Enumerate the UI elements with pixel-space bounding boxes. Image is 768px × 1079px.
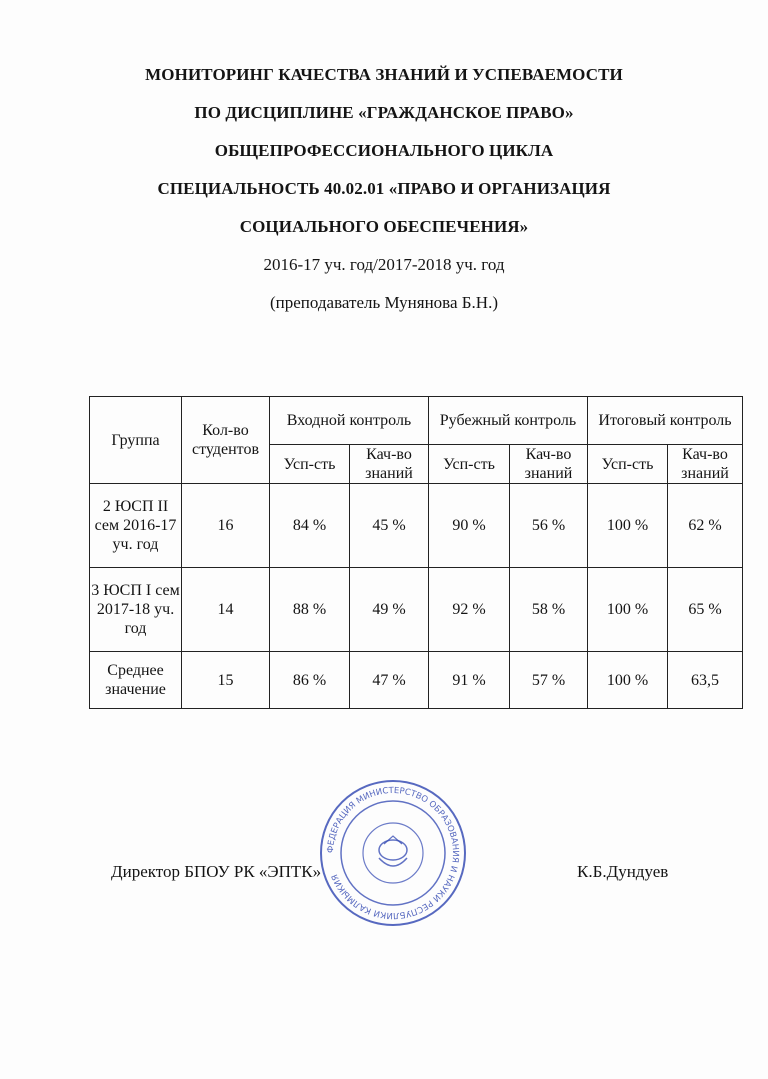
- header-group: Группа: [90, 397, 182, 484]
- header-success: Усп-сть: [429, 445, 510, 484]
- director-name: К.Б.Дундуев: [577, 862, 669, 881]
- header-quality: Кач-во знаний: [350, 445, 429, 484]
- final-success-cell: 100 %: [588, 652, 668, 709]
- header-success: Усп-сть: [588, 445, 668, 484]
- entry-success-cell: 88 %: [270, 568, 350, 652]
- title-line-4: СПЕЦИАЛЬНОСТЬ 40.02.01 «ПРАВО И ОРГАНИЗАЦИЯ: [157, 179, 611, 198]
- official-seal-icon: [318, 778, 468, 928]
- group-cell: 3 ЮСП I сем 2017-18 уч. год: [90, 568, 182, 652]
- mid-success-cell: 92 %: [429, 568, 510, 652]
- header-quality: Кач-во знаний: [510, 445, 588, 484]
- count-cell: 15: [182, 652, 270, 709]
- entry-quality-cell: 45 %: [350, 484, 429, 568]
- group-cell: 2 ЮСП II сем 2016-17 уч. год: [90, 484, 182, 568]
- teacher-name: (преподаватель Мунянова Б.Н.): [270, 293, 498, 312]
- header-success: Усп-сть: [270, 445, 350, 484]
- final-quality-cell: 63,5: [668, 652, 743, 709]
- final-success-cell: 100 %: [588, 484, 668, 568]
- document-title: [0, 56, 768, 322]
- header-count: Кол-во студентов: [182, 397, 270, 484]
- header-quality: Кач-во знаний: [668, 445, 743, 484]
- final-quality-cell: 65 %: [668, 568, 743, 652]
- entry-quality-cell: 49 %: [350, 568, 429, 652]
- entry-success-cell: 84 %: [270, 484, 350, 568]
- header-entry-control: Входной контроль: [270, 397, 429, 445]
- table-row: [90, 652, 743, 709]
- header-final-control: Итоговый контроль: [588, 397, 743, 445]
- count-cell: 14: [182, 568, 270, 652]
- mid-quality-cell: 57 %: [510, 652, 588, 709]
- group-cell: Среднее значение: [90, 652, 182, 709]
- final-success-cell: 100 %: [588, 568, 668, 652]
- entry-quality-cell: 47 %: [350, 652, 429, 709]
- monitoring-table: [89, 396, 743, 709]
- count-cell: 16: [182, 484, 270, 568]
- svg-text:ФЕДЕРАЦИЯ МИНИСТЕРСТВО ОБРАЗОВ: [326, 786, 460, 920]
- title-line-2: ПО ДИСЦИПЛИНЕ «ГРАЖДАНСКОЕ ПРАВО»: [194, 103, 574, 122]
- mid-success-cell: 90 %: [429, 484, 510, 568]
- entry-success-cell: 86 %: [270, 652, 350, 709]
- table-row: [90, 484, 743, 568]
- mid-quality-cell: 58 %: [510, 568, 588, 652]
- mid-quality-cell: 56 %: [510, 484, 588, 568]
- mid-success-cell: 91 %: [429, 652, 510, 709]
- director-title: Директор БПОУ РК «ЭПТК»: [111, 862, 322, 881]
- header-midterm-control: Рубежный контроль: [429, 397, 588, 445]
- academic-years: 2016-17 уч. год/2017-2018 уч. год: [263, 255, 505, 274]
- seal-ring-text: ФЕДЕРАЦИЯ МИНИСТЕРСТВО ОБРАЗОВАНИЯ И НАУКИ РЕСПУБЛИКИ КАЛМЫКИЯ: [325, 785, 461, 921]
- title-line-3: ОБЩЕПРОФЕССИОНАЛЬНОГО ЦИКЛА: [214, 141, 554, 160]
- table-row: [90, 568, 743, 652]
- final-quality-cell: 62 %: [668, 484, 743, 568]
- title-line-5: СОЦИАЛЬНОГО ОБЕСПЕЧЕНИЯ»: [239, 217, 529, 236]
- title-line-1: МОНИТОРИНГ КАЧЕСТВА ЗНАНИЙ И УСПЕВАЕМОСТИ: [145, 65, 623, 84]
